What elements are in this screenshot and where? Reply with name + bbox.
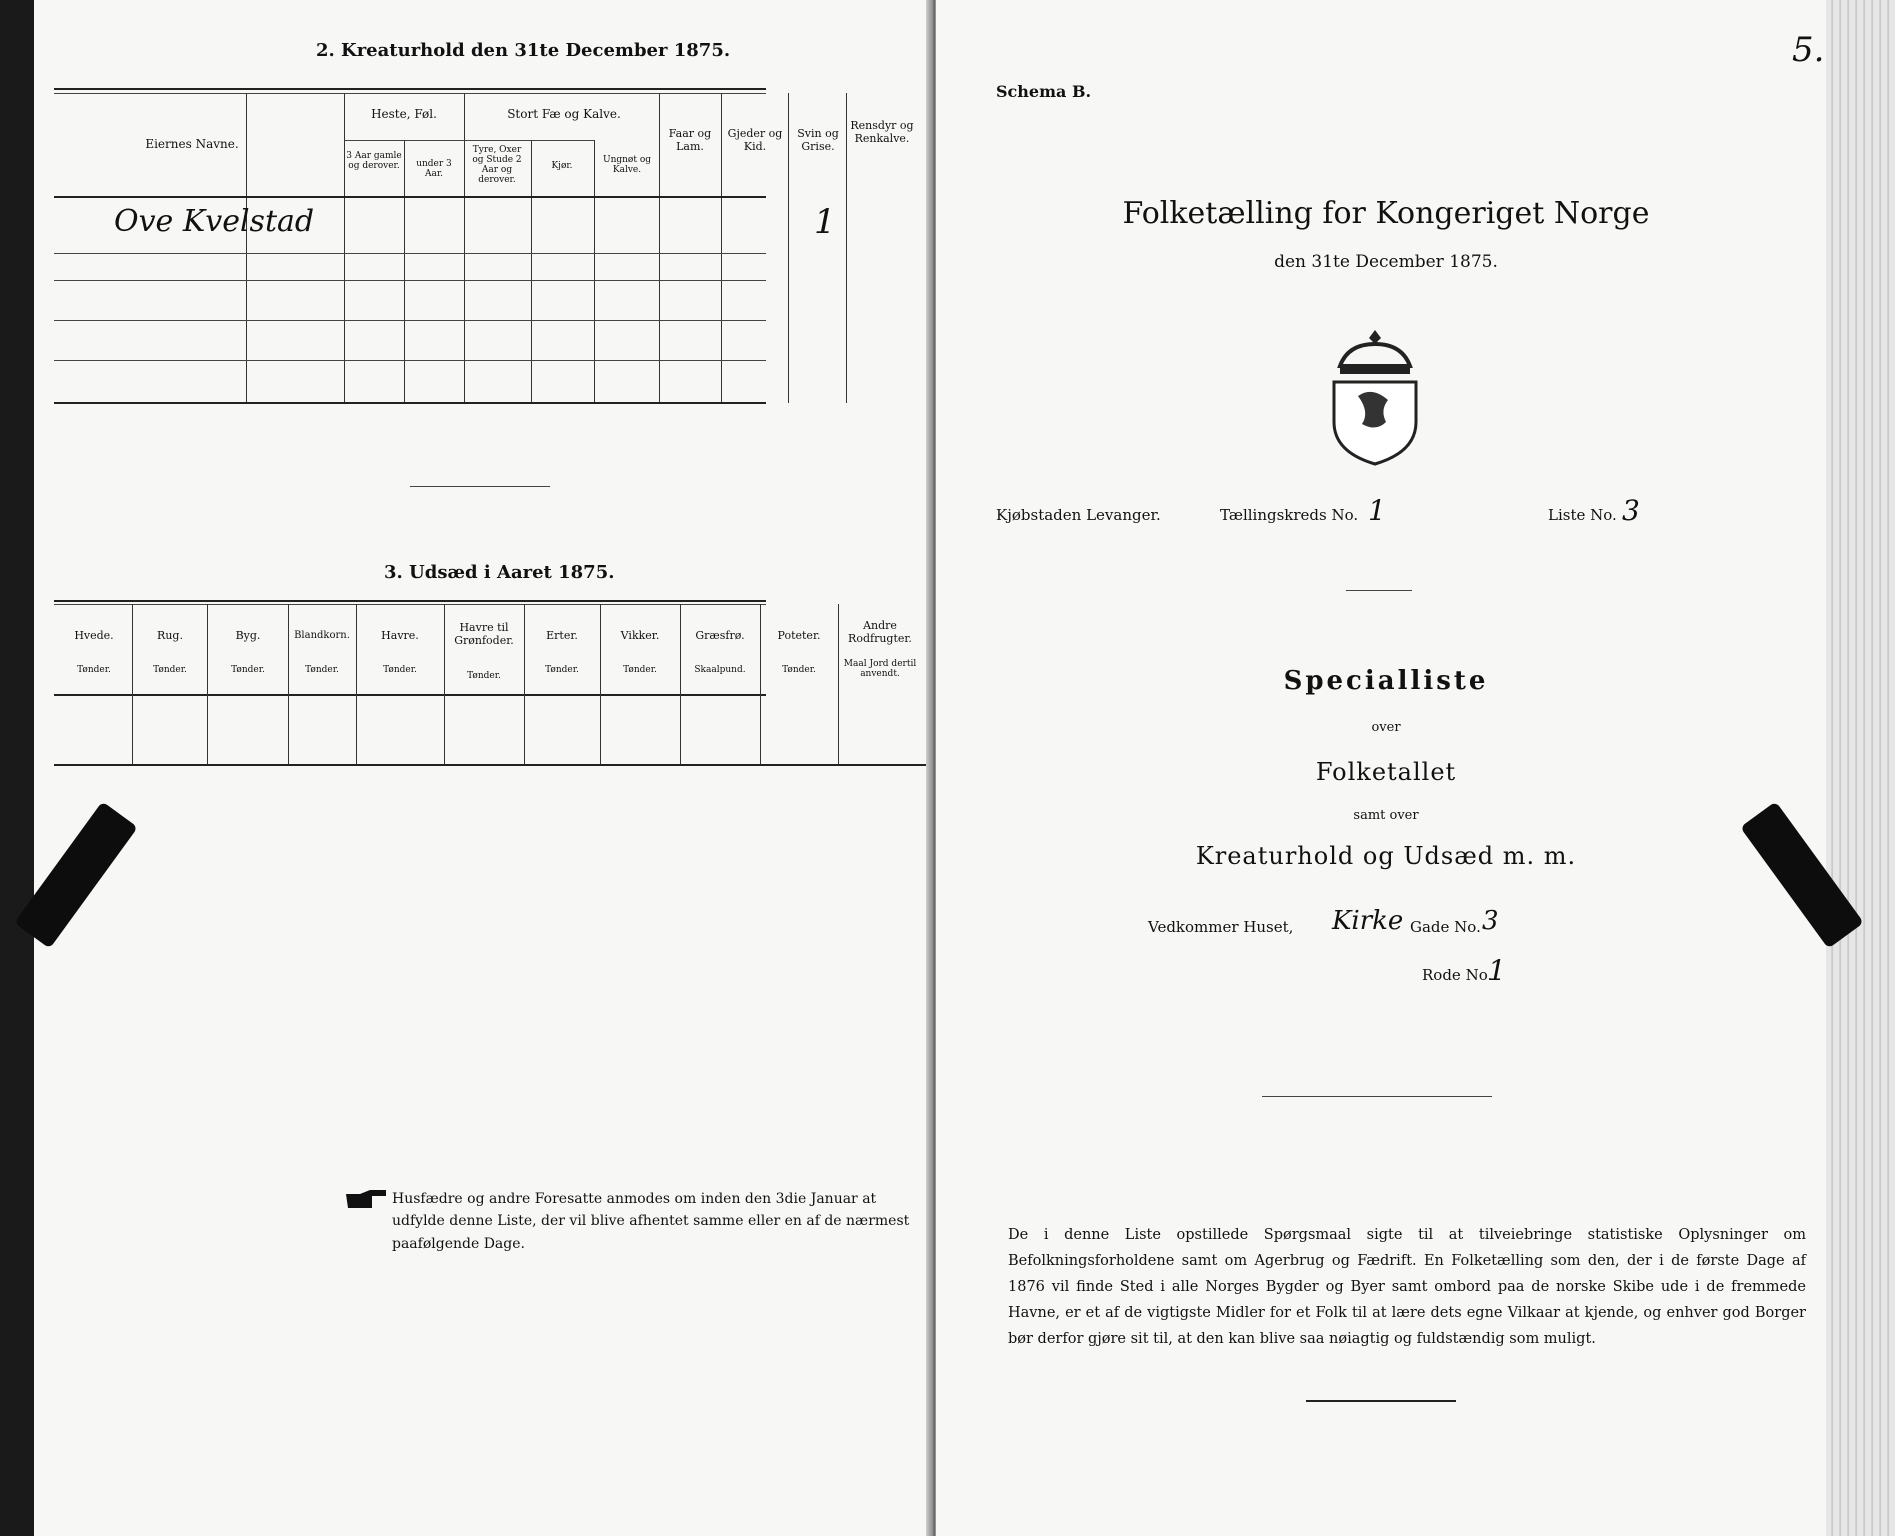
col-horse-group: Heste, Føl.: [371, 107, 437, 121]
page-edge-stack: [1826, 0, 1895, 1536]
notice-text: Husfædre og andre Foresatte anmodes om inden den 3die Januar at udfylde denne Liste, der vil blive afhentet samme eller en af de nærmest paafølgende Dage.: [392, 1191, 910, 1252]
s3-col-10: Andre Rodfrugter.: [848, 619, 912, 645]
s3-unit-4: Tønder.: [383, 665, 417, 675]
col-owner: Eiernes Navne.: [145, 137, 239, 151]
s3-col-5: Havre til Grønfoder.: [454, 621, 514, 647]
s3-unit-5: Tønder.: [467, 671, 501, 681]
owner-name: Ove Kvelstad: [114, 204, 315, 239]
house-label: Vedkommer Huset,: [1148, 918, 1294, 936]
over-label: over: [1371, 720, 1401, 735]
s3-col-8: Græsfrø.: [695, 629, 745, 642]
right-page: [936, 0, 1895, 1536]
col-bulls: Tyre, Oxer og Stude 2 Aar og derover.: [472, 145, 522, 185]
pointing-hand-icon: [344, 1188, 388, 1212]
coat-of-arms-icon: [1320, 326, 1430, 466]
samt-label: samt over: [1353, 808, 1419, 823]
col-goats: Gjeder og Kid.: [727, 127, 783, 153]
rode-number: 1: [1488, 954, 1506, 987]
s3-unit-8: Skaalpund.: [694, 665, 746, 675]
s3-unit-2: Tønder.: [231, 665, 265, 675]
col-reindeer: Rensdyr og Renkalve.: [850, 119, 914, 145]
col-young: Ungnøt og Kalve.: [602, 155, 651, 175]
date-line: den 31te December 1875.: [1274, 252, 1498, 272]
list-value: 3: [1622, 494, 1640, 527]
s3-col-4: Havre.: [381, 629, 419, 642]
section3-title: 3. Udsæd i Aaret 1875.: [384, 562, 615, 583]
col-pigs: Svin og Grise.: [797, 127, 839, 153]
page-number: 5.: [1792, 30, 1825, 70]
street-label: Gade No.: [1410, 918, 1481, 936]
counting-value: 1: [1368, 494, 1386, 527]
section2-title: 2. Kreaturhold den 31te December 1875.: [316, 40, 731, 61]
s3-unit-10: Maal Jord dertil anvendt.: [843, 659, 917, 679]
counting-label: Tællingskreds No.: [1220, 506, 1359, 524]
special-title: Specialliste: [1283, 666, 1489, 696]
main-title: Folketælling for Kongeriget Norge: [1122, 196, 1650, 231]
s3-col-7: Vikker.: [620, 629, 660, 642]
district-label: Kjøbstaden Levanger.: [996, 506, 1161, 524]
s3-col-9: Poteter.: [777, 629, 821, 642]
s3-unit-9: Tønder.: [782, 665, 816, 675]
list-label: Liste No.: [1548, 506, 1617, 524]
street-value: Kirke: [1332, 906, 1404, 936]
s3-unit-6: Tønder.: [545, 665, 579, 675]
s3-unit-7: Tønder.: [623, 665, 657, 675]
s3-col-1: Rug.: [157, 629, 183, 642]
pigs-count: 1: [814, 202, 836, 242]
col-horse-under3: under 3 Aar.: [416, 159, 452, 179]
folketallet-label: Folketallet: [1315, 758, 1457, 786]
left-page: [34, 0, 934, 1536]
s3-unit-1: Tønder.: [153, 665, 187, 675]
s3-unit-3: Tønder.: [305, 665, 339, 675]
col-sheep: Faar og Lam.: [668, 127, 712, 153]
s3-col-2: Byg.: [235, 629, 261, 642]
kreatur-label: Kreaturhold og Udsæd m. m.: [1195, 842, 1577, 870]
schema-label: Schema B.: [996, 82, 1092, 101]
col-cows: Kjør.: [551, 161, 573, 171]
s3-unit-0: Tønder.: [77, 665, 111, 675]
col-horse-3plus: 3 Aar gamle og derover.: [346, 151, 402, 171]
rode-label: Rode No.: [1422, 966, 1493, 984]
col-cattle-group: Stort Fæ og Kalve.: [507, 107, 621, 121]
street-number: 3: [1482, 906, 1499, 936]
footer-text: De i denne Liste opstillede Spørgsmaal sigte til at tilveiebringe statistiske Oplysninger om Befolkningsforholdene samt om Agerbrug og Fædrift. En Folketælling som den, der i de første Dage af 1876 vil finde Sted i alle Norges Bygder og Byer samt ombord paa de norske Skibe ude i de fremmede Havne, er et af de vigtigste Midler for et Folk til at lære dets egne Vilkaar at kjende, og enhver god Borger bør derfor gjøre sit til, at den kan blive saa nøiagtig og fuldstændig som muligt.: [1008, 1227, 1806, 1348]
s3-col-0: Hvede.: [74, 629, 114, 642]
s3-col-6: Erter.: [546, 629, 578, 642]
s3-col-3: Blandkorn.: [294, 630, 350, 641]
